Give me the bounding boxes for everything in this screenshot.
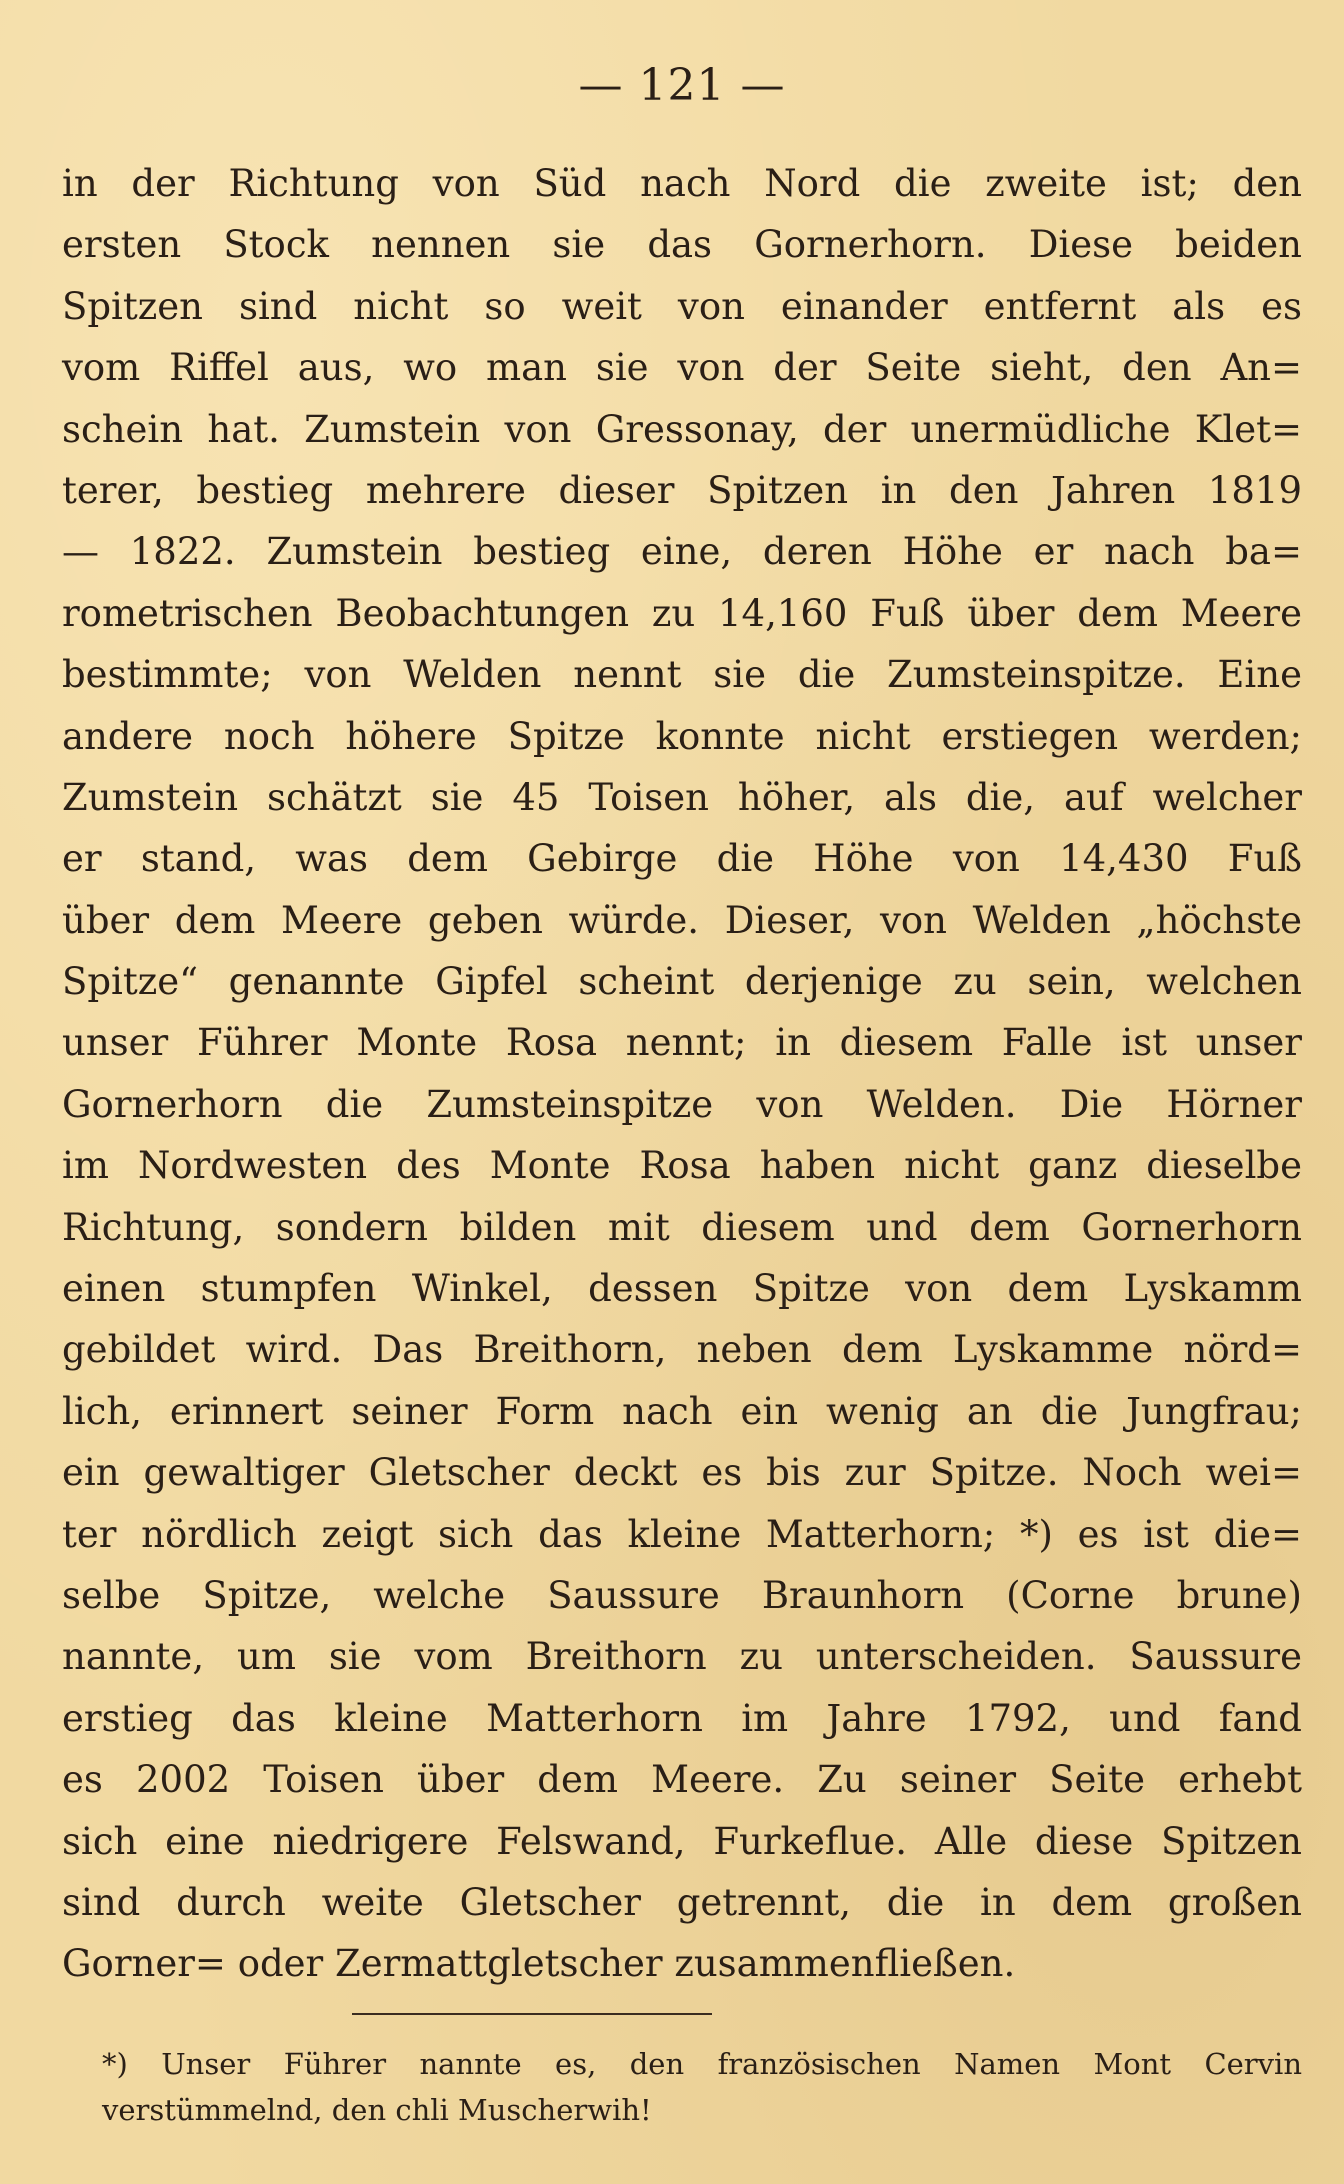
text-line: Richtung, sondern bilden mit diesem und dem Gornerhorn <box>62 1205 1302 1249</box>
text-line: unser Führer Monte Rosa nennt; in diesem Falle ist unser <box>62 1021 1302 1065</box>
text-line: andere noch höhere Spitze konnte nicht erstiegen werden; <box>62 714 1302 758</box>
text-line: Gorner= oder Zermattgletscher zusammenfließen. <box>62 1942 1016 1986</box>
text-line: es 2002 Toisen über dem Meere. Zu seiner Seite erhebt <box>62 1758 1302 1802</box>
text-line: erstieg das kleine Matterhorn im Jahre 1792, und fand <box>62 1696 1302 1740</box>
text-line: Gornerhorn die Zumsteinspitze von Welden. Die Hörner <box>62 1082 1302 1126</box>
text-line: terer, bestieg mehrere dieser Spitzen in den Jahren 1819 <box>62 468 1302 512</box>
text-line: Spitzen sind nicht so weit von einander entfernt als es <box>62 284 1302 328</box>
text-line: Spitze“ genannte Gipfel scheint derjenige zu sein, welchen <box>62 960 1302 1004</box>
text-line: Zumstein schätzt sie 45 Toisen höher, als die, auf welcher <box>62 775 1302 819</box>
text-line: rometrischen Beobachtungen zu 14,160 Fuß über dem Meere <box>62 591 1302 635</box>
text-line: schein hat. Zumstein von Gressonay, der unermüdliche Klet= <box>62 407 1302 451</box>
page-number: — 121 — <box>578 60 786 111</box>
footnote-line: verstümmelnd, den chli Muscherwih! <box>102 2093 652 2127</box>
text-line: bestimmte; von Welden nennt sie die Zumsteinspitze. Eine <box>62 653 1302 697</box>
text-line: selbe Spitze, welche Saussure Braunhorn (Corne brune) <box>62 1573 1302 1617</box>
text-line: vom Riffel aus, wo man sie von der Seite sieht, den An= <box>62 346 1302 390</box>
footnote-line: *) Unser Führer nannte es, den französischen Namen Mont Cervin <box>102 2047 1302 2081</box>
text-line: sind durch weite Gletscher getrennt, die in dem großen <box>62 1880 1302 1924</box>
text-line: in der Richtung von Süd nach Nord die zweite ist; den <box>62 162 1302 205</box>
body-text <box>62 153 1302 1995</box>
text-line: sich eine niedrigere Felswand, Furkeflue. Alle diese Spitzen <box>62 1819 1302 1863</box>
text-line: ein gewaltiger Gletscher deckt es bis zur Spitze. Noch wei= <box>62 1451 1302 1495</box>
text-line: gebildet wird. Das Breithorn, neben dem Lyskamme nörd= <box>62 1328 1302 1372</box>
text-line: im Nordwesten des Monte Rosa haben nicht ganz dieselbe <box>62 1144 1302 1188</box>
text-line: nannte, um sie vom Breithorn zu unterscheiden. Saussure <box>62 1635 1302 1679</box>
book-page <box>62 58 1302 2138</box>
footnote <box>102 2041 1302 2133</box>
text-line: lich, erinnert seiner Form nach ein wenig an die Jungfrau; <box>62 1389 1302 1433</box>
footnote-separator <box>352 2013 712 2015</box>
text-line: er stand, was dem Gebirge die Höhe von 14,430 Fuß <box>62 837 1302 881</box>
text-line: ersten Stock nennen sie das Gornerhorn. Diese beiden <box>62 223 1302 267</box>
text-line: über dem Meere geben würde. Dieser, von Welden „höchste <box>62 898 1302 942</box>
text-line: — 1822. Zumstein bestieg eine, deren Höhe er nach ba= <box>62 530 1302 574</box>
text-line: einen stumpfen Winkel, dessen Spitze von dem Lyskamm <box>62 1267 1302 1311</box>
text-line: ter nördlich zeigt sich das kleine Matterhorn; *) es ist die= <box>62 1512 1302 1556</box>
